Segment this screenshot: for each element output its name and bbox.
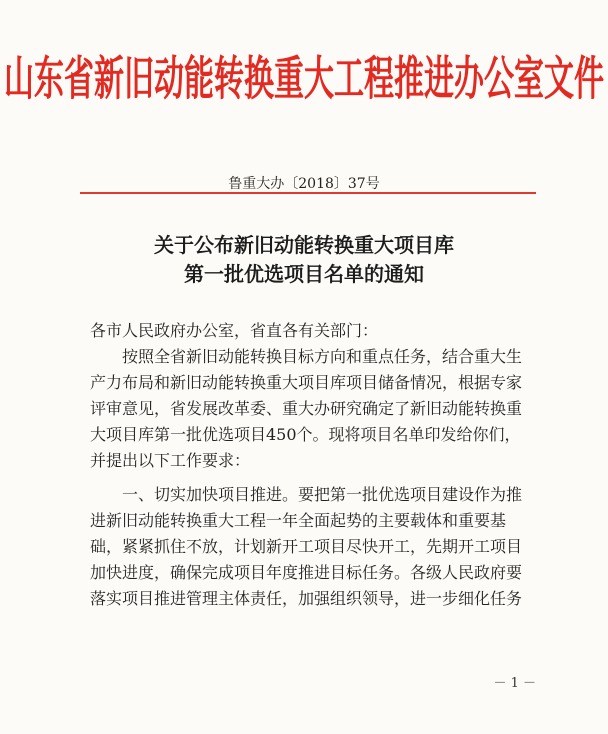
paragraph-line: 落实项目推进管理主体责任，加强组织领导，进一步细化任务 xyxy=(90,589,523,608)
paragraph-line: 加快进度，确保完成项目年度推进目标任务。各级人民政府要 xyxy=(90,563,523,582)
paragraph-line: 评审意见，省发展改革委、重大办研究确定了新旧动能转换重 xyxy=(90,399,523,418)
paragraph-line: 并提出以下工作要求： xyxy=(90,451,251,470)
notice-title-line-1: 关于公布新旧动能转换重大项目库 xyxy=(154,233,454,257)
notice-title-line-2: 第一批优选项目名单的通知 xyxy=(184,262,424,286)
paragraph-line: 按照全省新旧动能转换目标方向和重点任务，结合重大生 xyxy=(90,347,523,366)
paragraph-line: 进新旧动能转换重大工程一年全面起势的主要载体和重要基 xyxy=(90,511,507,530)
document-number: 鲁重大办〔2018〕37号 xyxy=(228,176,380,192)
document-header: 山东省新旧动能转换重大工程推进办公室文件 xyxy=(4,52,604,107)
paragraph-line: 大项目库第一批优选项目450个。现将项目名单印发给你们， xyxy=(90,425,521,444)
paragraph-line: 础，紧紧抓住不放，计划新开工项目尽快开工，先期开工项目 xyxy=(90,537,523,556)
paragraph-line: 一、切实加快项目推进。要把第一批优选项目建设作为推 xyxy=(90,485,523,504)
paragraph-1 xyxy=(90,344,550,474)
paragraph-line: 产力布局和新旧动能转换重大项目库项目储备情况，根据专家 xyxy=(90,373,523,392)
red-divider-line xyxy=(80,192,536,194)
page-number: － 1 － xyxy=(493,676,536,691)
paragraph-2 xyxy=(90,482,550,612)
addressee: 各市人民政府办公室，省直各有关部门： xyxy=(90,321,379,340)
